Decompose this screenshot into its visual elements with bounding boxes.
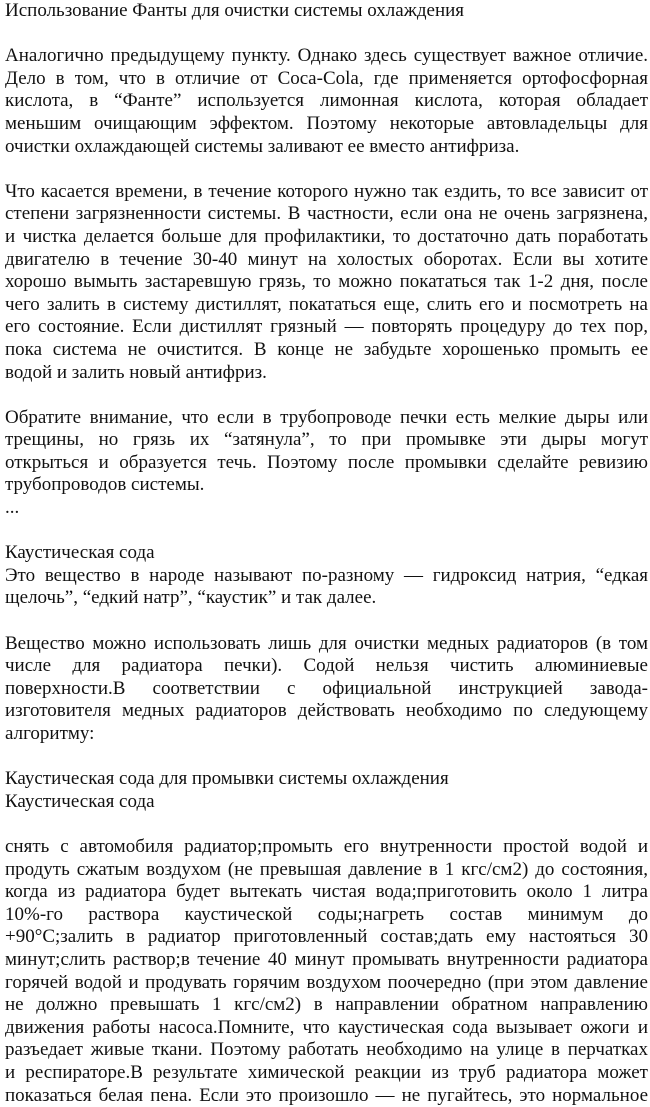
text-line: Это вещество в народе называют по-разному — гидроксид натрия, “едкая: [5, 565, 648, 588]
text-line: Аналогично предыдущему пункту. Однако здесь существует важное отличие.: [5, 45, 648, 68]
fanta-paragraph-2: [5, 181, 648, 384]
text-line: числе для радиатора печки). Содой нельзя чистить алюминиевые: [5, 655, 648, 678]
text-line: показаться белая пена. Если это произошло — не пугайтесь, это нормальное: [5, 1085, 648, 1107]
soda-instructions-paragraph: [5, 836, 648, 1107]
text-line: снять с автомобиля радиатор;промыть его внутренности простой водой и: [5, 836, 648, 859]
soda-section-heading: Каустическая сода: [5, 542, 648, 565]
text-line: Обратите внимание, что если в трубопроводе печки есть мелкие дыры или: [5, 407, 648, 430]
text-line: его состояние. Если дистиллят грязный — повторять процедуру до тех пор,: [5, 316, 648, 339]
text-line: алгоритму:: [5, 723, 648, 746]
text-line: меньшим очищающим эффектом. Поэтому некоторые автовладельцы для: [5, 113, 648, 136]
soda-paragraph-1: [5, 565, 648, 610]
text-line: трубопроводов системы.: [5, 474, 648, 497]
text-line: Дело в том, что в отличие от Coca-Cola, где применяется ортофосфорная: [5, 68, 648, 91]
document-page: [5, 0, 648, 1107]
fanta-paragraph-3: [5, 407, 648, 497]
text-line: Что касается времени, в течение которого нужно так ездить, то все зависит от: [5, 181, 648, 204]
fanta-paragraph-1: [5, 45, 648, 158]
fanta-section-heading: Использование Фанты для очистки системы охлаждения: [5, 0, 648, 23]
text-line: не должно превышать 1 кгс/см2) в направлении обратном направлению: [5, 994, 648, 1017]
image-caption-alt: Каустическая сода: [5, 791, 648, 814]
text-line: изготовителя медных радиаторов действовать необходимо по следующему: [5, 700, 648, 723]
text-line: щелочь”, “едкий натр”, “каустик” и так далее.: [5, 587, 648, 610]
paragraph-gap: [5, 520, 648, 543]
ellipsis: ...: [5, 497, 648, 520]
text-line: +90°С;залить в радиатор приготовленный состав;дать ему настояться 30: [5, 926, 648, 949]
text-line: продуть сжатым воздухом (не превышая давление в 1 кгс/см2) до состояния,: [5, 859, 648, 882]
text-line: и чистка делается больше для профилактики, то достаточно дать поработать: [5, 226, 648, 249]
text-line: когда из радиатора будет вытекать чистая вода;приготовить около 1 литра: [5, 881, 648, 904]
soda-paragraph-2: [5, 633, 648, 746]
text-line: чего залить в систему дистиллят, покататься еще, слить его и посмотреть на: [5, 294, 648, 317]
text-line: поверхности.В соответствии с официальной инструкцией завода-: [5, 678, 648, 701]
text-line: очистки охлаждающей системы заливают ее вместо антифриза.: [5, 136, 648, 159]
text-line: минут;слить раствор;в течение 40 минут промывать внутренности радиатора: [5, 949, 648, 972]
text-line: движения работы насоса.Помните, что каустическая сода вызывает ожоги и: [5, 1017, 648, 1040]
text-line: степени загрязненности системы. В частности, если она не очень загрязнена,: [5, 203, 648, 226]
text-line: Вещество можно использовать лишь для очистки медных радиаторов (в том: [5, 633, 648, 656]
text-line: пока система не очистится. В конце не забудьте хорошенько промыть ее: [5, 339, 648, 362]
text-line: разъедает живые ткани. Поэтому работать необходимо на улице в перчатках: [5, 1039, 648, 1062]
text-line: 10%-го раствора каустической соды;нагреть состав минимум до: [5, 904, 648, 927]
text-line: трещины, но грязь их “затянула”, то при промывке эти дыры могут: [5, 429, 648, 452]
text-line: открыться и образуется течь. Поэтому после промывки сделайте ревизию: [5, 452, 648, 475]
paragraph-gap: [5, 158, 648, 181]
text-line: водой и залить новый антифриз.: [5, 362, 648, 385]
paragraph-gap: [5, 813, 648, 836]
text-line: двигателю в течение 30-40 минут на холостых оборотах. Если вы хотите: [5, 249, 648, 272]
image-caption-title: Каустическая сода для промывки системы охлаждения: [5, 768, 648, 791]
paragraph-gap: [5, 23, 648, 46]
paragraph-gap: [5, 610, 648, 633]
text-line: кислота, в “Фанте” используется лимонная кислота, которая обладает: [5, 90, 648, 113]
text-line: хорошо вымыть застаревшую грязь, то можно покататься так 1-2 дня, после: [5, 271, 648, 294]
text-line: и респираторе.В результате химической реакции из труб радиатора может: [5, 1062, 648, 1085]
paragraph-gap: [5, 746, 648, 769]
text-line: горячей водой и продувать горячим воздухом поочередно (при этом давление: [5, 972, 648, 995]
paragraph-gap: [5, 384, 648, 407]
